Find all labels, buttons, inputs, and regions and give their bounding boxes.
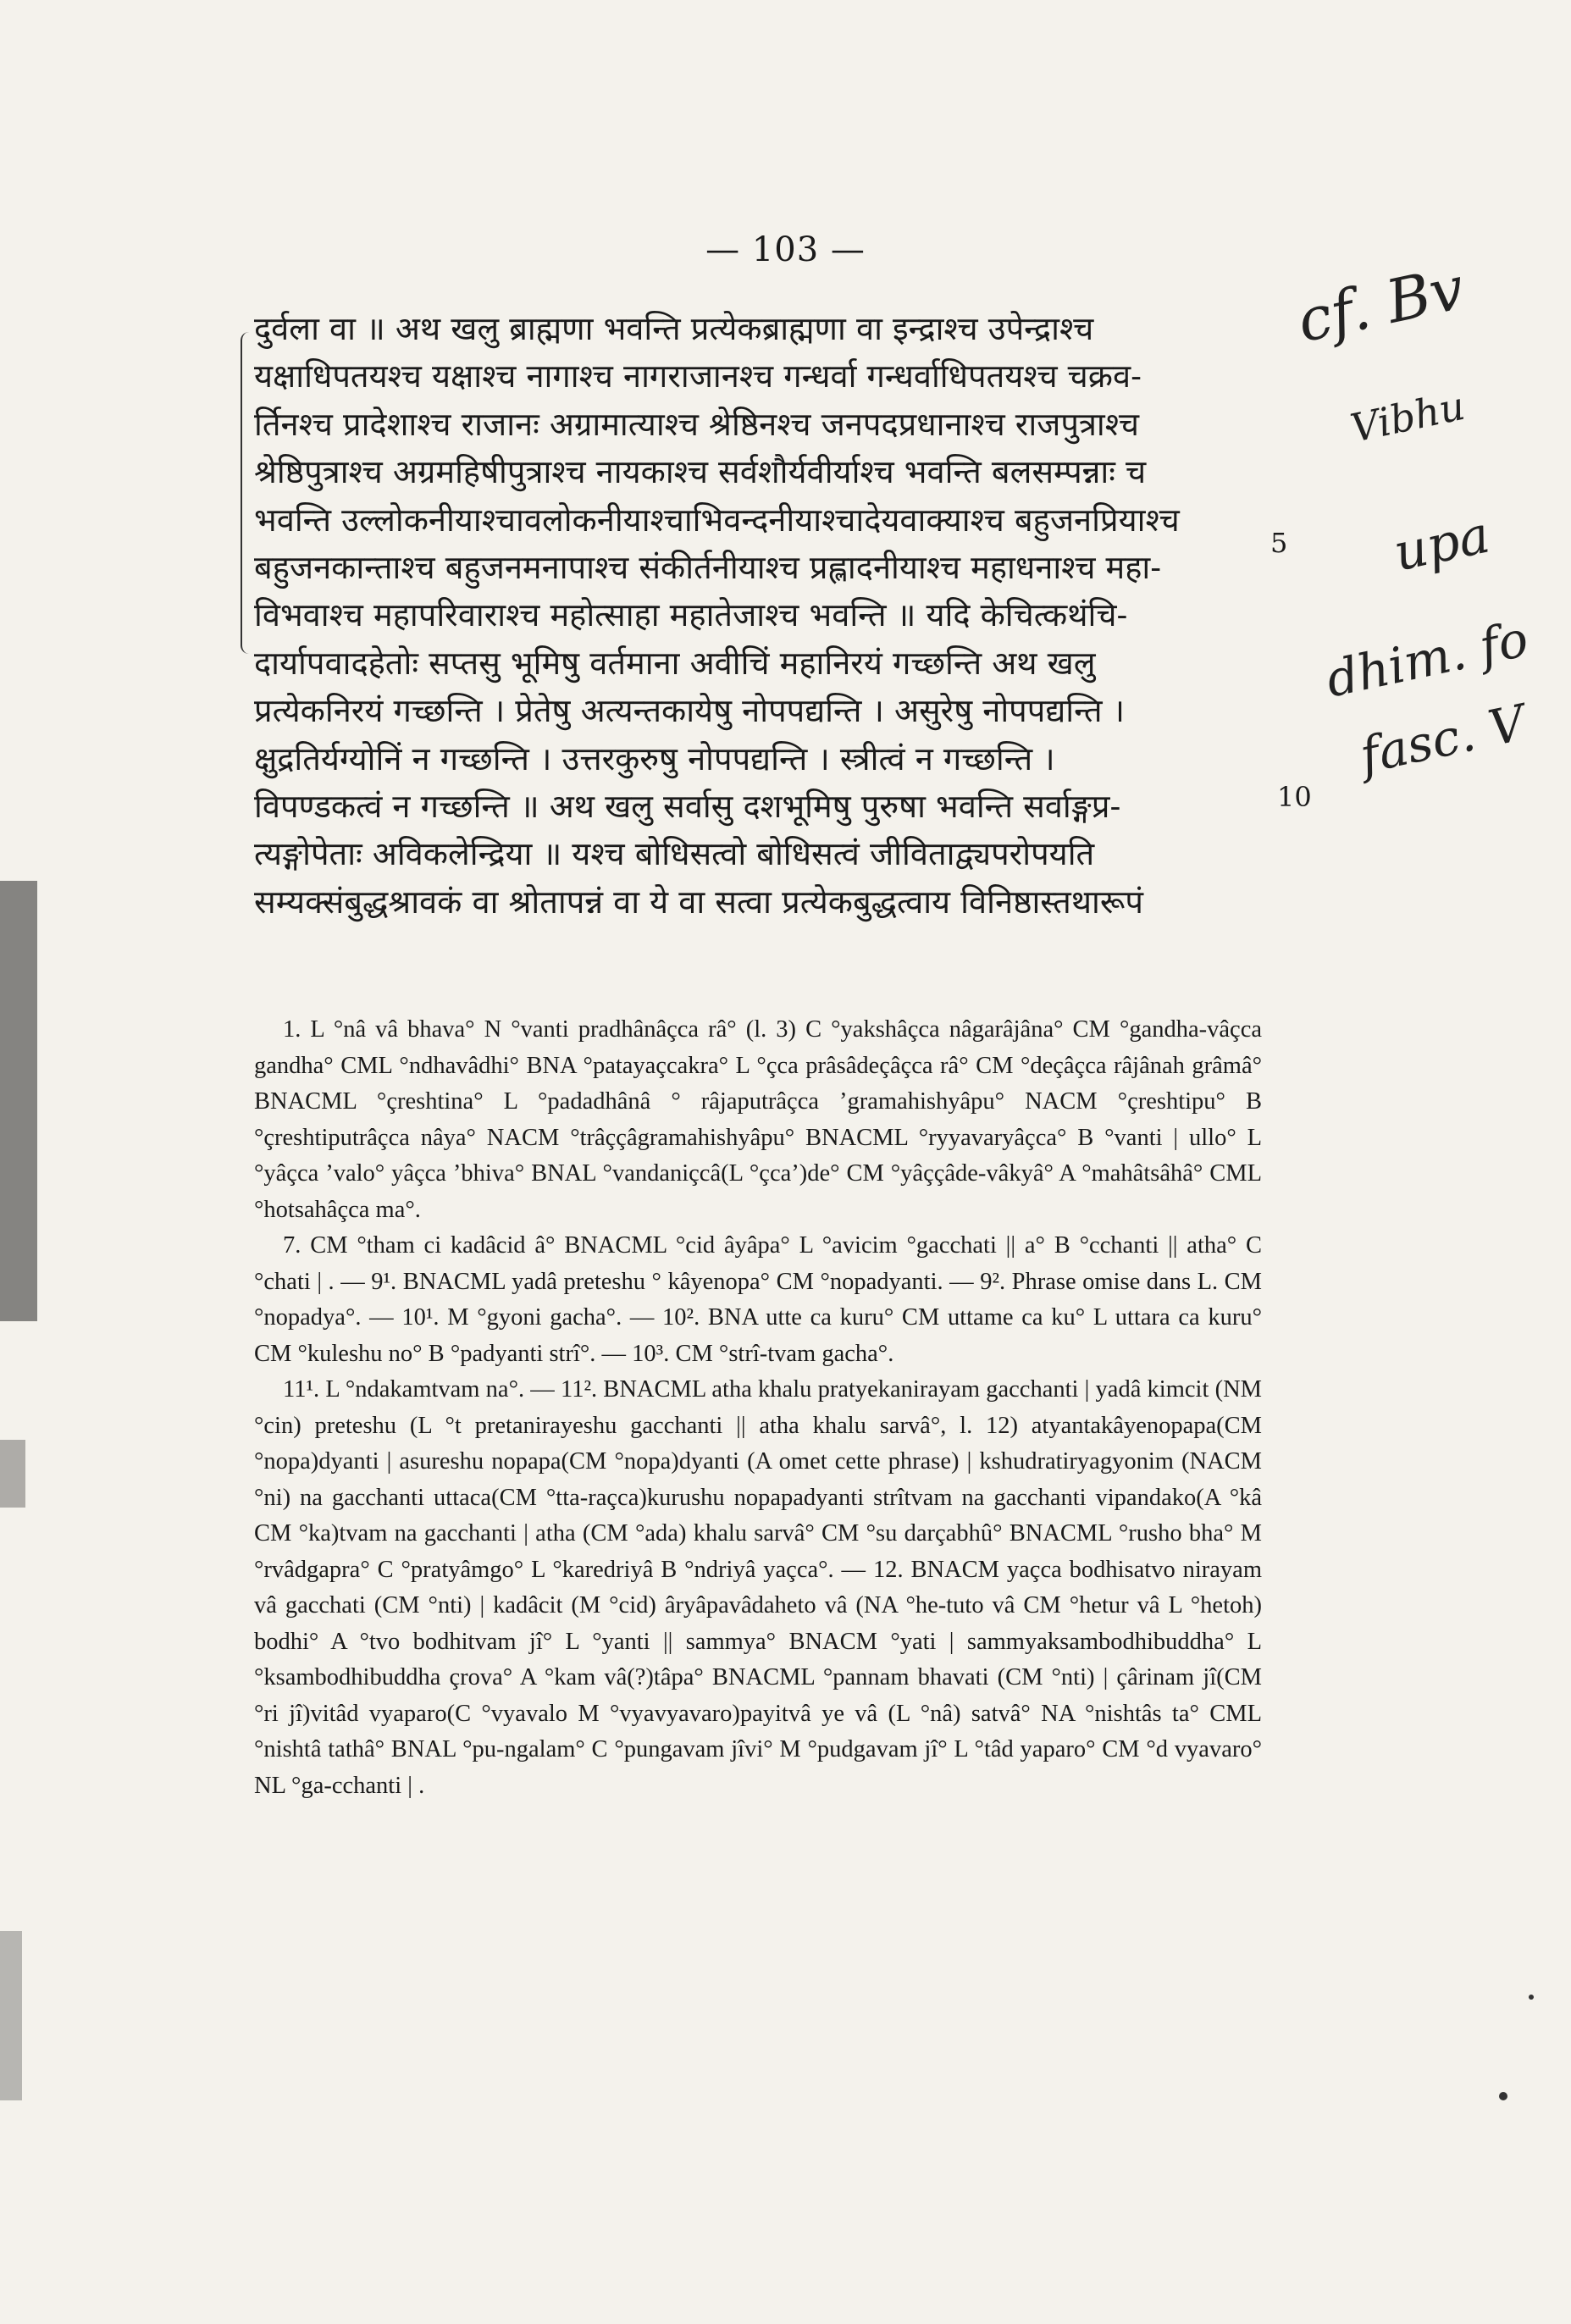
note-paragraph: 11¹. L °ndakamtvam na°. — 11². BNACML atha khalu pratyekanirayam gacchanti | yadâ kimcit (NM °cin) preteshu (L °t pretanirayeshu gacchanti || atha khalu sarvâ°, l. 12) atyantakâyenopapa(CM °nopa)dyanti | asureshu nopapa(CM °nopa)dyanti (A omet cette phrase) | kshudratiryagyonim (NACM °ni) na gacchanti uttaca(CM °tta-raçca)kurushu nopapadyanti strîtvam na gacchanti vipandako(A °kâ CM °ka)tvam na gacchanti | atha (CM °ada) khalu sarvâ° CM °su darçabhû° BNACML °rusho bha° M °rvâdgapra° C °pratyâmgo° L °karedriyâ B °ndriyâ yaçca°. — 12. BNACM yaçca bodhisatvo nirayam vâ gacchati (CM °nti) | kadâcit (M °cid) âryâpavâdaheto vâ (NA °he-tuto vâ CM °hetur vâ L °hetoh) bodhi° A °tvo bodhitvam jî° L °yanti || sammya° BNACM °yati | sammyaksambodhibuddha° L °ksambodhibuddha çrova° A °kam vâ(?)tâpa° BNACML °pannam bhavati (CM °nti) | çârinam jî(CM °ri jî)vitâd vyaparo(C °vyavalo M °vyavyavaro)payitvâ ye vâ (L °nâ) satvâ° NA °nishtâs ta° CML °nishtâ tathâ° BNAL °pu-ngalam° C °pungavam jîvi° M °pudgavam jî° L °tâd yaparo° CM °d vyavaro° NL °ga-cchanti | . — [254, 1376, 1262, 1799]
sanskrit-line: क्षुद्रतिर्यग्योनिं न गच्छन्ति । उत्तरकुरुषु नोपपद्यन्ति । स्त्रीत्वं न गच्छन्ति । — [254, 739, 1055, 777]
sanskrit-line: दुर्वला वा ॥ अथ खलु ब्राह्मणा भवन्ति प्रत्येकब्राह्मणा वा इन्द्राश्च उपेन्द्राश्च — [254, 310, 1094, 347]
handwritten-margin-note: dhim. fo — [1321, 609, 1534, 709]
handwritten-margin-note: upa — [1389, 505, 1495, 584]
margin-bracket — [241, 332, 249, 654]
note-paragraph: 1. L °nâ vâ bhava° N °vanti pradhânâçca râ° (l. 3) C °yakshâçca nâgarâjâna° CM °gandha-vâçca gandha° CML °ndhavâdhi° BNA °patayaçcakra° L °çca prâsâdeçâçca râ° CM °deçâçca râjânah grâmâ° BNACML °çreshtina° L °padadhânâ ° râjaputrâçca ’gramahishyâpu° NACM °çreshtipu° B °çreshtiputrâçca nâya° NACM °trâççâgramahishyâpu° BNACML °ryyavaryâçca° B °vanti | ullo° L °yâçca ’valo° yâçca ’bhiva° BNAL °vandaniçcâ(L °çca’)de° CM °yâççâde-vâkyâ° A °mahâtsâhâ° CML °hotsahâçca ma°. — [254, 1016, 1262, 1223]
sanskrit-line: दार्यापवादहेतोः सप्तसु भूमिषु वर्तमाना अवीचिं महानिरयं गच्छन्ति अथ खलु — [254, 644, 1096, 682]
sanskrit-line: सम्यक्संबुद्धश्रावकं वा श्रोतापन्नं वा ये वा सत्वा प्रत्येकबुद्धत्वाय विनिष्ठास्तथारूपं — [254, 883, 1143, 921]
sanskrit-line: श्रेष्ठिपुत्राश्च अग्रमहिषीपुत्राश्च नायकाश्च सर्वशौर्यवीर्याश्च भवन्ति बलसम्पन्नाः च — [254, 453, 1147, 491]
handwritten-margin-note: cf. Bv — [1292, 252, 1470, 357]
sanskrit-line: विपण्डकत्वं न गच्छन्ति ॥ अथ खलु सर्वासु दशभूमिषु पुरुषा भवन्ति सर्वाङ्गप्र- — [254, 788, 1121, 826]
scan-speck — [1499, 2092, 1507, 2100]
scan-edge-shadow — [0, 881, 37, 1321]
sanskrit-line: प्रत्येकनिरयं गच्छन्ति । प्रेतेषु अत्यन्तकायेषु नोपपद्यन्ति । असुरेषु नोपपद्यन्ति । — [254, 692, 1125, 730]
sanskrit-text-block — [254, 305, 1262, 926]
sanskrit-line: भवन्ति उल्लोकनीयाश्चावलोकनीयाश्चाभिवन्दनीयाश्चादेयवाक्याश्च बहुजनप्रियाश्च — [254, 501, 1180, 539]
scan-speck — [1529, 1995, 1534, 2000]
sanskrit-line: त्यङ्गोपेताः अविकलेन्द्रिया ॥ यश्च बोधिसत्वो बोधिसत्वं जीविताद्व्यपरोपयति — [254, 835, 1095, 873]
sanskrit-line: र्तिनश्च प्रादेशाश्च राजानः अग्रामात्याश्च श्रेष्ठिनश्च जनपदप्रधानाश्च राजपुत्राश्च — [254, 405, 1140, 443]
page-number: — 103 — — [705, 230, 866, 269]
sanskrit-line: यक्षाधिपतयश्च यक्षाश्च नागाश्च नागराजानश्च गन्धर्वा गन्धर्वाधिपतयश्च चक्रव- — [254, 357, 1142, 396]
handwritten-margin-note: Vibhu — [1347, 382, 1469, 451]
sanskrit-line: बहुजनकान्ताश्च बहुजनमनापाश्च संकीर्तनीयाश्च प्रह्लादनीयाश्च महाधनाश्च महा- — [254, 549, 1162, 587]
line-number-5: 5 — [1270, 527, 1288, 559]
scan-edge-shadow — [0, 1931, 22, 2100]
sanskrit-line: विभवाश्च महापरिवाराश्च महोत्साहा महातेजाश्च भवन्ति ॥ यदि केचित्कथंचि- — [254, 596, 1128, 634]
line-number-10: 10 — [1277, 781, 1312, 813]
handwritten-margin-note: fasc. V — [1355, 694, 1530, 785]
scan-edge-shadow — [0, 1440, 25, 1508]
critical-apparatus — [254, 1012, 1262, 1804]
note-paragraph: 7. CM °tham ci kadâcid â° BNACML °cid âyâpa° L °avicim °gacchati || a° B °cchanti || atha° C °chati | . — 9¹. BNACML yadâ preteshu ° kâyenopa° CM °nopadyanti. — 9². Phrase omise dans L. CM °nopadya°. — 10¹. M °gyoni gacha°. — 10². BNA utte ca kuru° CM uttame ca ku° L uttara ca kuru° CM °kuleshu no° B °padyanti strî°. — 10³. CM °strî-tvam gacha°. — [254, 1232, 1262, 1367]
